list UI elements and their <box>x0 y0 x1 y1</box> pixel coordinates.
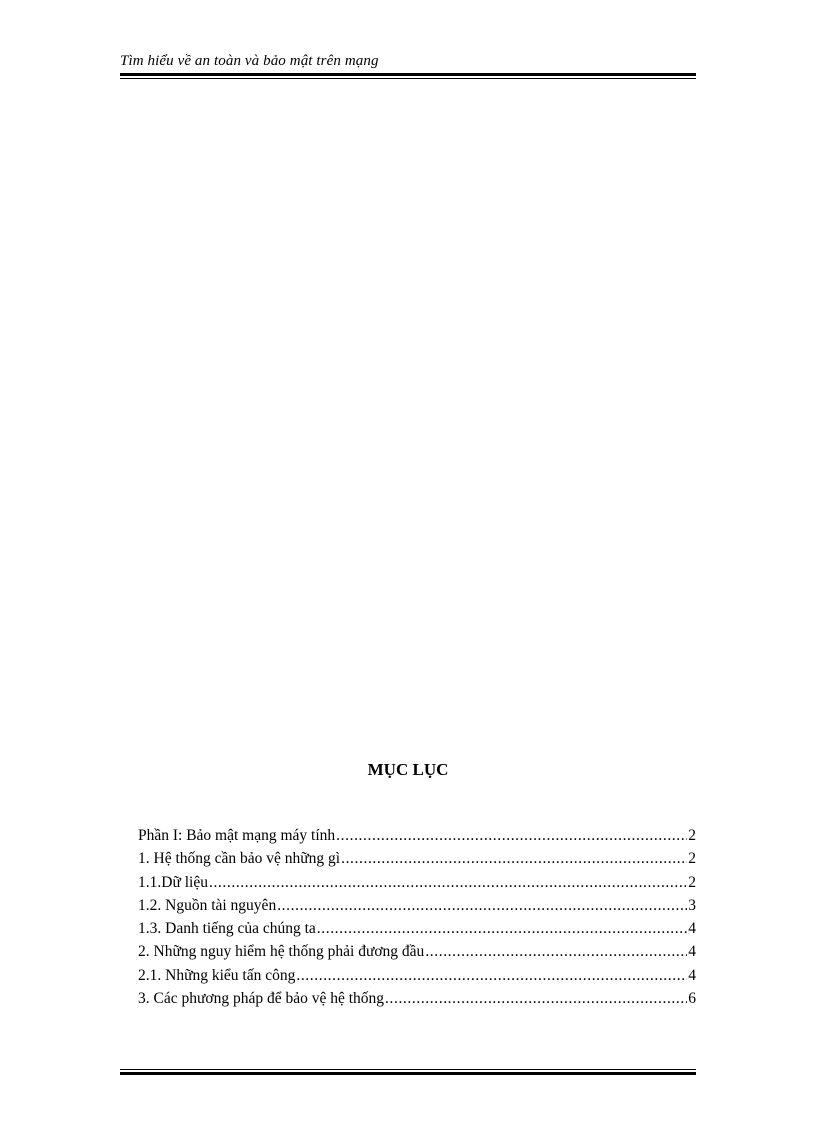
toc-entry-page: 4 <box>688 920 696 938</box>
toc-entry-page: 2 <box>688 850 696 868</box>
toc-entry[interactable] <box>138 964 696 987</box>
toc-entry[interactable] <box>138 940 696 963</box>
toc-entry-label: Phần I: Bảo mật mạng máy tính <box>138 827 336 844</box>
toc-leader-dots <box>336 824 687 847</box>
toc-entry[interactable] <box>138 871 696 894</box>
toc-entry-page: 2 <box>688 827 696 844</box>
toc-entry-label: 3. Các phương pháp để bảo vệ hệ thống <box>138 990 385 1008</box>
toc-entry-label: 1.1.Dữ liệu <box>138 873 208 891</box>
toc-entry-page: 6 <box>688 990 696 1008</box>
toc-title: MỤC LỤC <box>367 760 449 779</box>
toc-entry-page: 4 <box>688 966 696 984</box>
header-rule <box>120 73 696 79</box>
toc-entry-label: 2.1. Những kiểu tấn công <box>138 966 296 984</box>
toc-entry-label: 2. Những nguy hiểm hệ thống phải đương đầu <box>138 943 425 961</box>
toc-entry-page: 3 <box>688 896 696 914</box>
toc-entry-page: 2 <box>688 873 696 891</box>
table-of-contents <box>138 824 696 1010</box>
page-header-title: Tìm hiểu về an toàn và bảo mật trên mạng <box>120 53 379 69</box>
toc-entry[interactable] <box>138 847 696 870</box>
toc-entry-label: 1. Hệ thống cần bảo vệ những gì <box>138 850 341 868</box>
toc-leader-dots <box>425 940 687 963</box>
toc-entry[interactable] <box>138 917 696 940</box>
toc-entry-page: 4 <box>688 943 696 961</box>
toc-leader-dots <box>277 894 687 917</box>
toc-leader-dots <box>385 987 687 1010</box>
toc-entry[interactable] <box>138 987 696 1010</box>
toc-leader-dots <box>341 847 687 870</box>
toc-entry-label: 1.2. Nguồn tài nguyên <box>138 896 277 914</box>
toc-leader-dots <box>209 871 687 894</box>
footer-rule <box>120 1069 696 1075</box>
toc-leader-dots <box>296 964 687 987</box>
toc-entry[interactable] <box>138 824 696 847</box>
toc-leader-dots <box>317 917 687 940</box>
toc-entry[interactable] <box>138 894 696 917</box>
toc-entry-label: 1.3. Danh tiếng của chúng ta <box>138 920 316 938</box>
